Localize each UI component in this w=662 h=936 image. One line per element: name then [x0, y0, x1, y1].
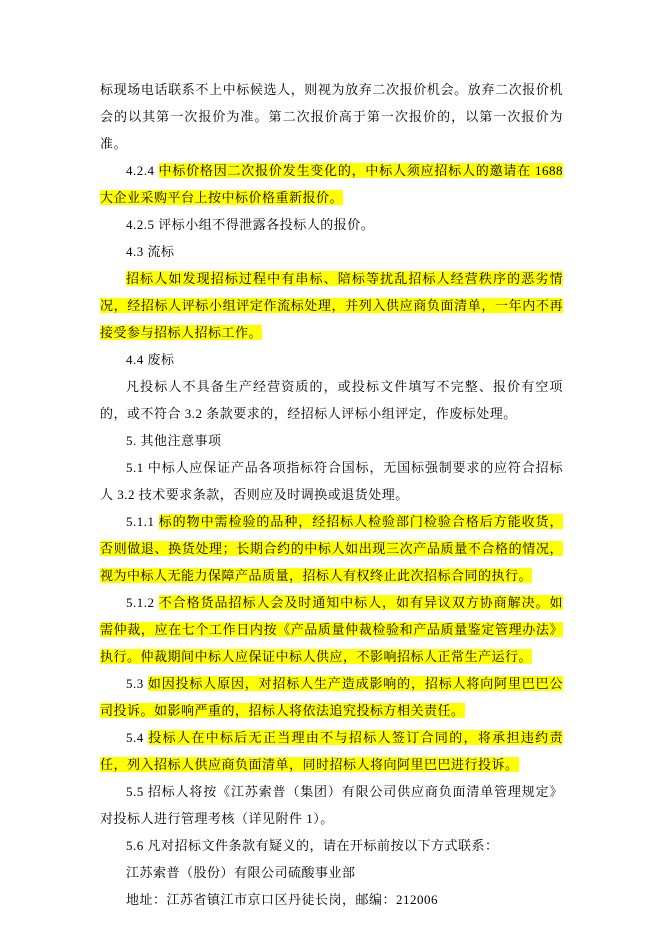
- highlighted-text: 投标人在中标后无正当理由不与招标人签订合同的，将承担违约责任，列入招标人供应商负面清单，同时招标人将向阿里巴巴进行投诉。: [100, 730, 563, 772]
- heading-4-3: [100, 238, 563, 265]
- para-continuation-second-quote: [100, 76, 563, 157]
- text-segment: 5.5 招标人将按《江苏索普（集团）有限公司供应商负面清单管理规定》对投标人进行管理考核（详见附件 1）。: [100, 784, 563, 826]
- para-5-1-1: [100, 508, 563, 589]
- text-segment: 凡投标人不具备生产经营资质的，或投标文件填写不完整、报价有空项的，或不符合 3.2 条款要求的，经招标人评标小组评定，作废标处理。: [100, 379, 563, 421]
- highlighted-text: 招标人如发现招标过程中有串标、陪标等扰乱招标人经营秩序的恶劣情况，经招标人评标小组评定作流标处理，并列入供应商负面清单，一年内不再接受参与招标人招标工作。: [100, 271, 563, 340]
- para-5-4: [100, 724, 563, 778]
- para-5-1: [100, 454, 563, 508]
- text-segment: 5.1 中标人应保证产品各项指标符合国标，无国标强制要求的应符合招标人 3.2 技术要求条款，否则应及时调换或退货处理。: [100, 460, 563, 502]
- para-4-2-5: [100, 211, 563, 238]
- heading-4-4: [100, 346, 563, 373]
- text-segment: 5.3: [126, 676, 148, 691]
- highlighted-text: 如因投标人原因，对招标人生产造成影响的，招标人将向阿里巴巴公司投诉。如影响严重的，招标人将依法追究投标方相关责任。: [100, 676, 563, 718]
- text-segment: 5.1.1: [126, 514, 159, 529]
- para-company-name: [100, 859, 563, 886]
- text-segment: 4.3 流标: [126, 244, 175, 259]
- para-4-3-body: [100, 265, 563, 346]
- highlighted-text: 标的物中需检验的品种，经招标人检验部门检验合格后方能收货，否则做退、换货处理；长期合约的中标人如出现三次产品质量不合格的情况，视为中标人无能力保障产品质量，招标人有权终止此次招标合同的执行。: [100, 514, 563, 583]
- text-segment: 江苏索普（股份）有限公司硫酸事业部: [126, 865, 356, 880]
- highlighted-text: 中标价格因二次报价发生变化的，中标人须应招标人的邀请在 1688 大企业采购平台上按中标价格重新报价。: [100, 163, 563, 205]
- para-5-3: [100, 670, 563, 724]
- text-segment: 4.4 废标: [126, 352, 175, 367]
- para-5-5: [100, 778, 563, 832]
- para-4-2-4: [100, 157, 563, 211]
- heading-5: [100, 427, 563, 454]
- text-segment: 5. 其他注意事项: [126, 433, 222, 448]
- document-body: [100, 76, 563, 913]
- highlighted-text: 不合格货品招标人会及时通知中标人，如有异议双方协商解决。如需仲裁，应在七个工作日内按《产品质量仲裁检验和产品质量鉴定管理办法》执行。仲裁期间中标人应保证中标人供应，不影响招标人正常生产运行。: [100, 595, 563, 664]
- text-segment: 地址：江苏省镇江市京口区丹徒长岗，邮编：212006: [126, 892, 439, 907]
- text-segment: 5.1.2: [126, 595, 159, 610]
- para-address: [100, 886, 563, 913]
- text-segment: 4.2.5 评标小组不得泄露各投标人的报价。: [126, 217, 375, 232]
- para-4-4-body: [100, 373, 563, 427]
- text-segment: 标现场电话联系不上中标候选人，则视为放弃二次报价机会。放弃二次报价机会的以其第一次报价为准。第二次报价高于第一次报价的，以第一次报价为准。: [100, 82, 563, 151]
- para-5-1-2: [100, 589, 563, 670]
- text-segment: 5.4: [126, 730, 149, 745]
- text-segment: 5.6 凡对招标文件条款有疑义的，请在开标前按以下方式联系：: [126, 838, 499, 853]
- para-5-6: [100, 832, 563, 859]
- text-segment: 4.2.4: [126, 163, 159, 178]
